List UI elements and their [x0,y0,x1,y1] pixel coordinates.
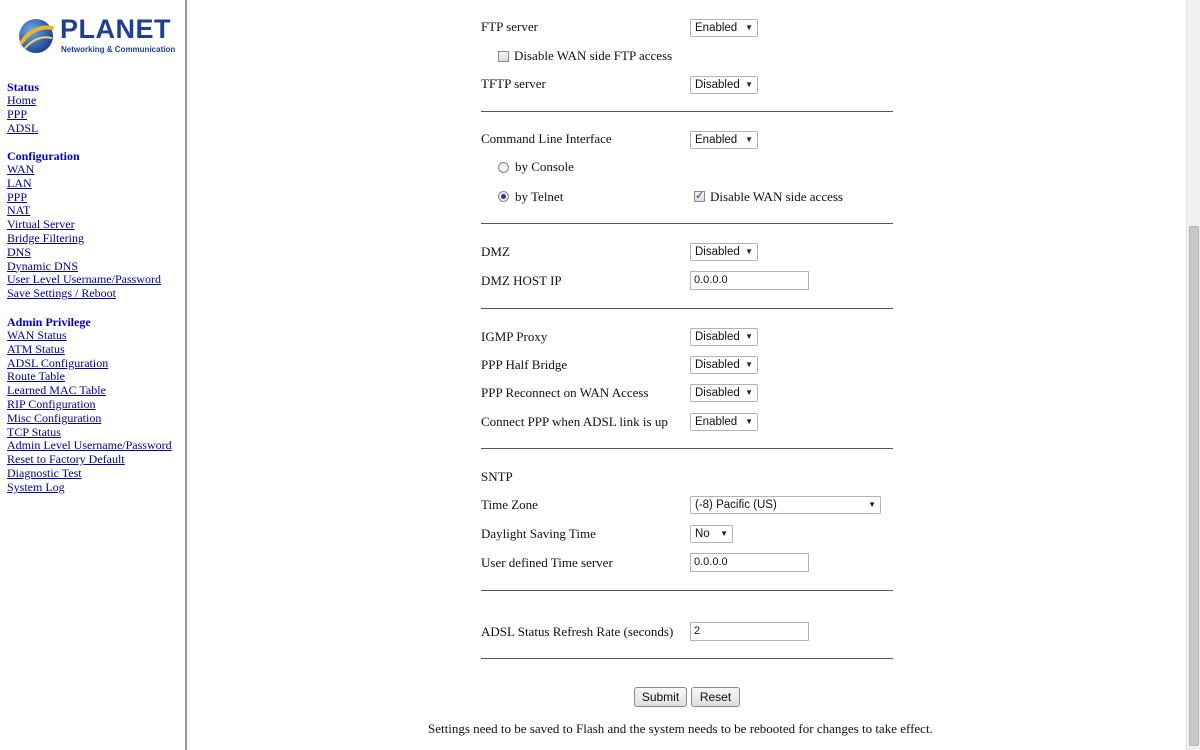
nav-link-learned-mac-table[interactable]: Learned MAC Table [7,383,106,398]
timezone-select[interactable] [690,496,881,514]
logo-wordmark: PLANET [60,14,171,44]
cli-telnet-label: by Telnet [515,189,564,204]
nav-link-ppp[interactable]: PPP [7,189,28,204]
nav-link-system-log[interactable]: System Log [7,479,65,494]
ppp-reconnect-label: PPP Reconnect on WAN Access [481,385,649,400]
cli-console-label: by Console [515,159,574,174]
chevron-down-icon: ▼ [868,500,876,509]
ppp-reconnect-value: Disabled [695,387,740,399]
nav-link-adsl-configuration[interactable]: ADSL Configuration [7,355,109,370]
timezone-label: Time Zone [481,497,538,512]
chevron-down-icon: ▼ [745,247,753,256]
nav-link-wan[interactable]: WAN [7,162,35,176]
nav-link-lan[interactable]: LAN [7,175,32,190]
ftp-server-select[interactable] [690,19,758,37]
cli-label: Command Line Interface [481,131,612,146]
nav-link-route-table[interactable]: Route Table [7,369,65,384]
nav-link-atm-status[interactable]: ATM Status [7,341,65,356]
dmz-label: DMZ [481,244,510,259]
nav-link-home[interactable]: Home [7,93,37,107]
refresh-rate-label: ADSL Status Refresh Rate (seconds) [481,624,674,639]
submit-button[interactable]: Submit [634,687,687,707]
section-divider [481,658,893,659]
nav-link-tcp-status[interactable]: TCP Status [7,424,61,439]
chevron-down-icon: ▼ [745,388,753,397]
nav-link-nat[interactable]: NAT [7,203,31,218]
time-server-label: User defined Time server [481,555,613,570]
nav-link-ppp-status[interactable]: PPP [7,106,28,121]
nav-link-admin-password[interactable]: Admin Level Username/Password [7,438,172,453]
dmz-host-input[interactable]: 0.0.0.0 [690,271,809,290]
chevron-down-icon: ▼ [720,529,728,538]
tftp-server-value: Disabled [695,79,740,91]
chevron-down-icon: ▼ [745,417,753,426]
reboot-notice: Settings need to be saved to Flash and the system needs to be rebooted for changes to take effect. [428,721,933,736]
cli-console-radio[interactable] [498,162,509,173]
igmp-proxy-select[interactable] [690,328,758,346]
nav-link-misc-configuration[interactable]: Misc Configuration [7,410,102,425]
chevron-down-icon: ▼ [745,80,753,89]
nav-group-configuration [7,149,161,301]
cli-value: Enabled [695,134,738,146]
ftp-server-label: FTP server [481,19,538,34]
nav-heading-configuration: Configuration [7,149,80,163]
nav-link-factory-reset[interactable]: Reset to Factory Default [7,452,125,467]
ppp-half-bridge-select[interactable] [690,356,758,374]
chevron-down-icon: ▼ [745,23,753,32]
ftp-server-value: Enabled [695,22,738,34]
nav-heading-admin: Admin Privilege [7,315,91,329]
cli-select[interactable] [690,131,758,149]
nav-link-wan-status[interactable]: WAN Status [7,328,67,342]
igmp-proxy-label: IGMP Proxy [481,329,548,344]
chevron-down-icon: ▼ [745,332,753,341]
nav-link-adsl-status[interactable]: ADSL [7,120,39,135]
section-divider [481,448,893,449]
cli-disable-wan-checkbox[interactable] [694,191,705,202]
section-divider [481,111,893,112]
planet-logo [16,14,176,60]
tftp-server-label: TFTP server [481,76,546,91]
nav-frame [0,0,187,750]
cli-disable-wan-label: Disable WAN side access [710,189,843,204]
dst-value: No [695,528,710,540]
section-divider [481,590,893,591]
ppp-half-bridge-value: Disabled [695,359,740,371]
nav-link-rip-configuration[interactable]: RIP Configuration [7,396,96,411]
tftp-server-select[interactable] [690,76,758,94]
time-server-input[interactable]: 0.0.0.0 [690,553,809,572]
timezone-value: (-8) Pacific (US) [695,499,777,511]
connect-ppp-select[interactable] [690,413,758,431]
reset-button[interactable]: Reset [691,687,740,707]
dmz-value: Disabled [695,246,740,258]
connect-ppp-value: Enabled [695,416,738,428]
section-divider [481,308,893,309]
section-divider [481,223,893,224]
nav-link-user-password[interactable]: User Level Username/Password [7,272,161,287]
sntp-heading: SNTP [481,469,513,484]
nav-link-bridge-filtering[interactable]: Bridge Filtering [7,230,84,245]
chevron-down-icon: ▼ [745,135,753,144]
ppp-half-bridge-label: PPP Half Bridge [481,357,568,372]
nav-group-admin [7,315,172,495]
nav-heading-status: Status [7,80,40,94]
logo-tagline: Networking & Communication [61,45,176,54]
vertical-scrollbar[interactable] [1186,0,1200,750]
dst-select[interactable] [690,525,733,543]
nav-link-diagnostic-test[interactable]: Diagnostic Test [7,465,82,480]
connect-ppp-label: Connect PPP when ADSL link is up [481,414,668,429]
nav-link-dynamic-dns[interactable]: Dynamic DNS [7,258,78,273]
dmz-select[interactable] [690,243,758,261]
scrollbar-thumb[interactable] [1189,226,1199,746]
ftp-disable-wan-checkbox[interactable] [498,51,509,62]
chevron-down-icon: ▼ [745,360,753,369]
planet-globe-icon [16,16,56,56]
nav-link-save-reboot[interactable]: Save Settings / Reboot [7,286,116,301]
dst-label: Daylight Saving Time [481,526,596,541]
ppp-reconnect-select[interactable] [690,384,758,402]
refresh-rate-input[interactable]: 2 [690,622,809,641]
nav-link-virtual-server[interactable]: Virtual Server [7,217,75,232]
nav-group-status [7,80,39,135]
dmz-host-label: DMZ HOST IP [481,273,562,288]
ftp-disable-wan-label: Disable WAN side FTP access [514,48,673,63]
nav-link-dns[interactable]: DNS [7,244,32,259]
igmp-proxy-value: Disabled [695,331,740,343]
cli-telnet-radio[interactable] [498,191,509,202]
